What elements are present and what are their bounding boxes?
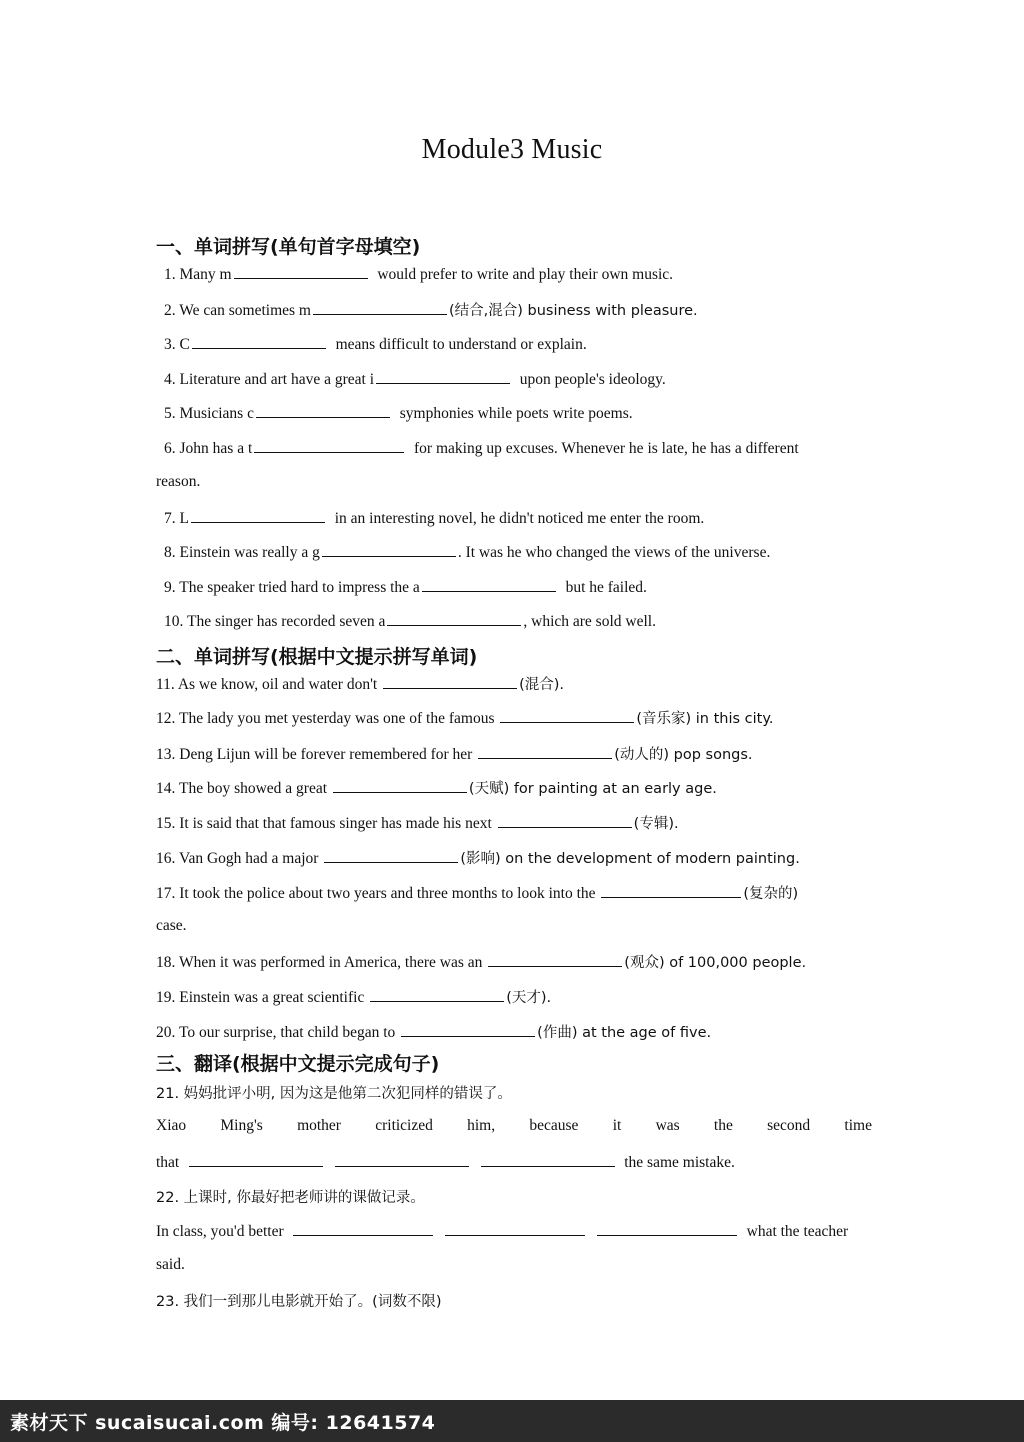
q9-text-b: but he failed. [565, 579, 647, 596]
q4-text-a: 4. Literature and art have a great i [164, 371, 374, 388]
q15-blank[interactable] [498, 813, 632, 828]
q6-blank[interactable] [254, 438, 404, 453]
question-4 [164, 369, 880, 389]
q8-text-a: 8. Einstein was really a g [164, 544, 320, 561]
q21-word: the [713, 1117, 733, 1134]
section-heading-3: 三、翻译(根据中文提示完成句子) [156, 1053, 440, 1075]
q14-text-b: (天赋) for painting at an early age. [468, 781, 717, 797]
question-16 [156, 847, 872, 868]
q7-text-a: 7. L [164, 510, 189, 527]
page-title: Module3 Music [421, 134, 603, 165]
question-18 [156, 951, 872, 972]
question-9 [164, 577, 880, 597]
q18-blank[interactable] [488, 952, 622, 967]
q8-blank[interactable] [322, 542, 456, 557]
q14-text-a: 14. The boy showed a great [156, 780, 328, 797]
q15-text-a: 15. It is said that that famous singer has made his next [156, 815, 492, 832]
q8-text-b: . It was he who changed the views of the universe. [457, 544, 771, 561]
question-5 [164, 403, 880, 423]
q19-text-b: (天才). [506, 990, 552, 1006]
q4-text-b: upon people's ideology. [519, 371, 666, 388]
question-21-english [156, 1117, 872, 1135]
q13-text-b: (动人的) pop songs. [614, 747, 753, 763]
question-17-cont: case. [156, 917, 187, 934]
q21-text-a: that [156, 1154, 180, 1171]
q11-text-b: (混合). [519, 677, 565, 693]
q21-word: mother [297, 1117, 341, 1134]
q21-word: time [844, 1117, 872, 1134]
section-heading-2: 二、单词拼写(根据中文提示拼写单词) [156, 646, 478, 668]
q21-blank-1[interactable] [189, 1152, 323, 1167]
q10-blank[interactable] [387, 611, 521, 626]
q4-blank[interactable] [376, 369, 510, 384]
q21-word: him, [467, 1117, 496, 1134]
question-22-cont: said. [156, 1256, 185, 1273]
section-heading-1: 一、单词拼写(单句首字母填空) [156, 236, 421, 258]
q10-text-b: , which are sold well. [523, 613, 656, 630]
q1-text-a: 1. Many m [164, 266, 232, 283]
q2-text-a: 2. We can sometimes m [164, 302, 311, 319]
q22-text-b: what the teacher [746, 1223, 849, 1240]
q18-text-b: (观众) of 100,000 people. [624, 955, 807, 971]
q21-word: criticized [375, 1117, 433, 1134]
q20-blank[interactable] [401, 1022, 535, 1037]
q21-word: Xiao [156, 1117, 187, 1134]
q19-text-a: 19. Einstein was a great scientific [156, 989, 365, 1006]
q7-blank[interactable] [191, 508, 325, 523]
q2-blank[interactable] [313, 300, 447, 315]
q21-blank-2[interactable] [335, 1152, 469, 1167]
question-17 [156, 882, 872, 903]
q5-blank[interactable] [256, 403, 390, 418]
q19-blank[interactable] [370, 987, 504, 1002]
q10-text-a: 10. The singer has recorded seven a [164, 613, 386, 630]
q21-text-b: the same mistake. [624, 1154, 735, 1171]
q21-word: it [612, 1117, 622, 1134]
q6-text-a: 6. John has a t [164, 440, 253, 457]
question-6-cont: reason. [156, 473, 201, 490]
question-14 [156, 777, 872, 798]
question-6 [164, 438, 880, 458]
q16-text-a: 16. Van Gogh had a major [156, 850, 319, 867]
q6-text-b: for making up excuses. Whenever he is late, he has a different [414, 440, 799, 457]
question-23-chinese: 23. 我们一到那儿电影就开始了。(词数不限) [156, 1294, 442, 1310]
q21-word: was [655, 1117, 680, 1134]
q1-text-b: would prefer to write and play their own music. [377, 266, 674, 283]
question-22-chinese: 22. 上课时, 你最好把老师讲的课做记录。 [156, 1190, 425, 1206]
q20-text-a: 20. To our surprise, that child began to [156, 1024, 396, 1041]
question-13 [156, 743, 872, 764]
q13-blank[interactable] [478, 744, 612, 759]
question-1 [164, 264, 880, 284]
q11-text-a: 11. As we know, oil and water don't [156, 676, 378, 693]
watermark-text: 素材天下 sucaisucai.com 编号: 12641574 [10, 1412, 436, 1434]
q5-text-a: 5. Musicians c [164, 405, 254, 422]
watermark-footer [0, 1400, 1024, 1442]
q9-blank[interactable] [422, 577, 556, 592]
question-20 [156, 1021, 872, 1042]
q21-word: Ming's [220, 1117, 263, 1134]
q3-text-a: 3. C [164, 336, 190, 353]
question-2 [164, 299, 880, 320]
q13-text-a: 13. Deng Lijun will be forever remembered for her [156, 746, 473, 763]
q9-text-a: 9. The speaker tried hard to impress the a [164, 579, 420, 596]
q12-blank[interactable] [500, 708, 634, 723]
q3-text-b: means difficult to understand or explain. [335, 336, 587, 353]
q22-blank-2[interactable] [445, 1221, 585, 1236]
q12-text-b: (音乐家) in this city. [636, 711, 774, 727]
q21-word: second [767, 1117, 811, 1134]
question-12 [156, 707, 872, 728]
q1-blank[interactable] [234, 264, 368, 279]
q22-text-a: In class, you'd better [156, 1223, 284, 1240]
q22-blank-1[interactable] [293, 1221, 433, 1236]
q5-text-b: symphonies while poets write poems. [399, 405, 633, 422]
q21-blank-3[interactable] [481, 1152, 615, 1167]
q17-text-b: (复杂的) [743, 886, 799, 902]
q3-blank[interactable] [192, 334, 326, 349]
q17-blank[interactable] [601, 883, 741, 898]
question-19 [156, 986, 872, 1007]
q20-text-b: (作曲) at the age of five. [537, 1025, 712, 1041]
question-3 [164, 334, 880, 354]
q12-text-a: 12. The lady you met yesterday was one of the famous [156, 710, 495, 727]
q17-text-a: 17. It took the police about two years and three months to look into the [156, 885, 596, 902]
question-15 [156, 812, 872, 833]
q22-blank-3[interactable] [597, 1221, 737, 1236]
q2-text-b: (结合,混合) business with pleasure. [448, 303, 698, 319]
q16-blank[interactable] [324, 848, 458, 863]
question-10 [164, 611, 880, 631]
question-21-chinese: 21. 妈妈批评小明, 因为这是他第二次犯同样的错误了。 [156, 1086, 512, 1102]
q7-text-b: in an interesting novel, he didn't noticed me enter the room. [334, 510, 705, 527]
q16-text-b: (影响) on the development of modern painting. [460, 851, 800, 867]
question-21-answer [156, 1152, 872, 1172]
q21-word: because [529, 1117, 579, 1134]
question-7 [164, 508, 880, 528]
q18-text-a: 18. When it was performed in America, there was an [156, 954, 483, 971]
q14-blank[interactable] [333, 778, 467, 793]
q11-blank[interactable] [383, 674, 517, 689]
question-8 [164, 542, 880, 562]
q15-text-b: (专辑). [633, 816, 679, 832]
question-22-answer [156, 1221, 872, 1241]
question-11 [156, 673, 872, 694]
